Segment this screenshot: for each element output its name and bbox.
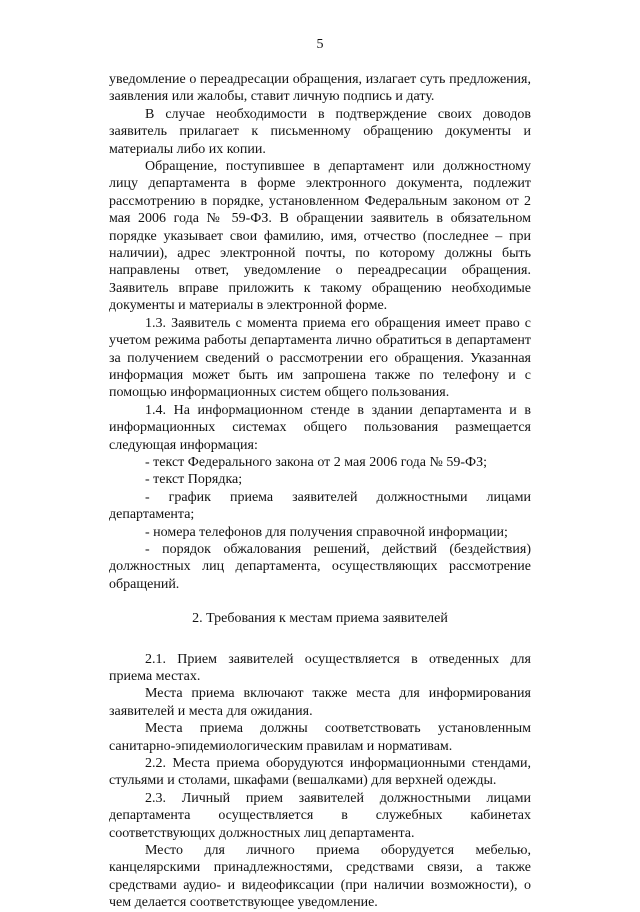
paragraph-1-3: 1.3. Заявитель с момента приема его обращения имеет право с учетом режима работы департамента лично обратиться в департамент за получением сведений о рассмотрении его обращения. Указанная информация может быть им запрошена также по телефону и с помощью информационных систем общего пользования. [109,315,531,401]
paragraph-1-4: 1.4. На информационном стенде в здании департамента и в информационных системах общего пользования размещается следующая информация: [109,402,531,453]
section-heading: 2. Требования к местам приема заявителей [192,611,448,627]
paragraph-supporting-documents: В случае необходимости в подтверждение своих доводов заявитель прилагает к письменному обращению документы и материалы либо их копии. [109,106,531,157]
paragraph-sanitary-rules: Места приема должны соответствовать установленным санитарно-эпидемиологическим правилам и нормативам. [109,721,531,754]
paragraph-2-3: 2.3. Личный прием заявителей должностными лицами департамента осуществляется в служебных кабинетах соответствующих должностных лиц департамента. [109,790,531,841]
list-item: - текст Федерального закона от 2 мая 2006 года № 59-ФЗ; [145,454,488,470]
document-body [109,71,531,912]
paragraph-electronic-appeal: Обращение, поступившее в департамент или должностному лицу департамента в форме электронного документа, подлежит рассмотрению в порядке, установленном Федеральным законом от 2 мая 2006 года № 59-ФЗ. В обращении заявитель в обязательном порядке указывает свои фамилию, имя, отчество (последнее – при наличии), адрес электронной почты, по которому должны быть направлены ответ, уведомление о переадресации обращения. Заявитель вправе приложить к такому обращению необходимые документы и материалы в электронной форме. [109,159,531,314]
paragraph-continuation: уведомление о переадресации обращения, излагает суть предложения, заявления или жалобы, ставит личную подпись и дату. [109,72,531,105]
page-number: 5 [316,37,324,52]
paragraph-2-2: 2.2. Места приема оборудуются информационными стендами, стульями и столами, шкафами (вешалками) для верхней одежды. [109,756,531,789]
paragraph-reception-places: Места приема включают также места для информирования заявителей и места для ожидания. [109,686,531,719]
list-item: - номера телефонов для получения справочной информации; [145,524,508,540]
paragraph-2-1: 2.1. Прием заявителей осуществляется в отведенных для приема местах. [109,651,531,684]
list-item: - порядок обжалования решений, действий (бездействия) должностных лиц департамента, осуществляющих рассмотрение обращений. [109,541,531,592]
paragraph-personal-reception: Место для личного приема оборудуется мебелью, канцелярскими принадлежностями, средствами связи, а также средствами аудио- и видеофиксации (при наличии возможности), о чем делается соответствующее уведомление. [109,843,531,911]
list-item: - текст Порядка; [145,472,243,488]
list-item: - график приема заявителей должностными лицами департамента; [109,489,531,523]
